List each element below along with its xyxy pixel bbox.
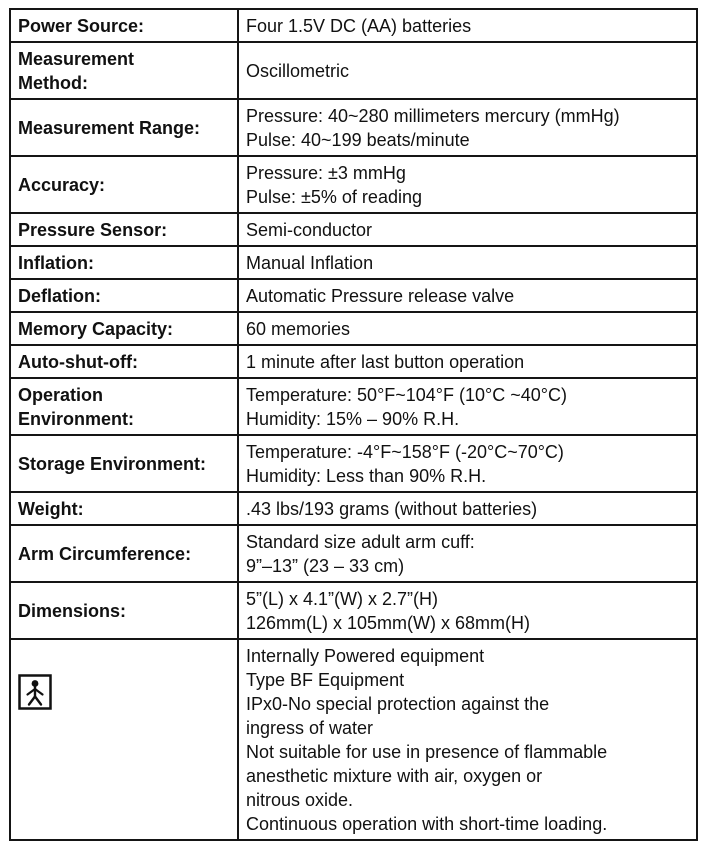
spec-value-line: Type BF Equipment: [246, 670, 405, 690]
spec-value: [239, 280, 696, 311]
table-row-power-source: [11, 10, 696, 41]
table-row-arm-circumference: [11, 524, 696, 581]
spec-value-line: 126mm(L) x 105mm(W) x 68mm(H): [246, 613, 531, 633]
spec-value-line: Semi-conductor: [246, 220, 373, 240]
spec-value-line: ingress of water: [246, 718, 374, 738]
table-row-storage-environment: [11, 434, 696, 491]
spec-label: [11, 157, 239, 212]
type-bf-icon: [18, 674, 52, 710]
spec-value-line: IPx0-No special protection against the: [246, 694, 550, 714]
spec-label: [11, 313, 239, 344]
spec-value-line: 9”–13” (23 – 33 cm): [246, 556, 405, 576]
spec-label: [11, 640, 239, 839]
spec-value-line: Manual Inflation: [246, 253, 374, 273]
spec-label-line: Dimensions:: [18, 601, 127, 621]
spec-value-line: 5”(L) x 4.1”(W) x 2.7”(H): [246, 589, 439, 609]
spec-value-line: .43 lbs/193 grams (without batteries): [246, 499, 538, 519]
spec-label: [11, 280, 239, 311]
table-row-memory-capacity: [11, 311, 696, 344]
spec-label-line: Weight:: [18, 499, 84, 519]
spec-label-line: Inflation:: [18, 253, 94, 273]
table-row-dimensions: [11, 581, 696, 638]
spec-label-line: Storage Environment:: [18, 454, 207, 474]
spec-label-line: Power Source:: [18, 16, 145, 36]
spec-label: [11, 214, 239, 245]
spec-label-line: Accuracy:: [18, 175, 106, 195]
spec-value-line: 60 memories: [246, 319, 351, 339]
spec-value: [239, 379, 696, 434]
spec-value: [239, 436, 696, 491]
spec-label-line: Operation: [18, 385, 104, 405]
spec-label: [11, 526, 239, 581]
spec-label-line: Environment:: [18, 409, 135, 429]
spec-label: [11, 100, 239, 155]
spec-value-line: Four 1.5V DC (AA) batteries: [246, 16, 472, 36]
spec-value: [239, 493, 696, 524]
spec-label-line: Measurement Range:: [18, 118, 201, 138]
spec-value-line: Pulse: 40~199 beats/minute: [246, 130, 470, 150]
table-row-operation-environment: [11, 377, 696, 434]
spec-value-line: Pressure: 40~280 millimeters mercury (mmHg): [246, 106, 620, 126]
spec-label-line: Method:: [18, 73, 88, 93]
spec-label: [11, 583, 239, 638]
spec-value-line: Oscillometric: [246, 61, 350, 81]
spec-label: [11, 346, 239, 377]
spec-label: [11, 379, 239, 434]
table-row-inflation: [11, 245, 696, 278]
table-row-classification: [11, 638, 696, 839]
table-row-pressure-sensor: [11, 212, 696, 245]
spec-value-line: Internally Powered equipment: [246, 646, 485, 666]
spec-value: [239, 43, 696, 98]
spec-value: [239, 214, 696, 245]
spec-value: [239, 526, 696, 581]
table-row-auto-shut-off: [11, 344, 696, 377]
spec-label-line: Arm Circumference:: [18, 544, 192, 564]
spec-value-line: Standard size adult arm cuff:: [246, 532, 475, 552]
spec-label-line: Measurement: [18, 49, 135, 69]
spec-label-line: Auto-shut-off:: [18, 352, 138, 372]
spec-value-line: Humidity: Less than 90% R.H.: [246, 466, 487, 486]
spec-label-line: Memory Capacity:: [18, 319, 174, 339]
spec-label: [11, 247, 239, 278]
spec-label: [11, 10, 239, 41]
table-row-deflation: [11, 278, 696, 311]
spec-value: [239, 247, 696, 278]
spec-value: [239, 100, 696, 155]
spec-value-line: Pulse: ±5% of reading: [246, 187, 422, 207]
spec-value-line: nitrous oxide.: [246, 790, 354, 810]
spec-value: [239, 346, 696, 377]
table-row-measurement-method: [11, 41, 696, 98]
spec-value: [239, 640, 696, 839]
spec-value-line: Humidity: 15% – 90% R.H.: [246, 409, 460, 429]
spec-label-line: Pressure Sensor:: [18, 220, 168, 240]
spec-value: [239, 583, 696, 638]
spec-value: [239, 10, 696, 41]
table-row-weight: [11, 491, 696, 524]
spec-value-line: Temperature: -4°F~158°F (-20°C~70°C): [246, 442, 564, 462]
spec-label: [11, 436, 239, 491]
spec-value-line: Not suitable for use in presence of flammable: [246, 742, 608, 762]
spec-label: [11, 43, 239, 98]
spec-value-line: Pressure: ±3 mmHg: [246, 163, 406, 183]
spec-label: [11, 493, 239, 524]
table-row-measurement-range: [11, 98, 696, 155]
spec-value: [239, 313, 696, 344]
spec-value-line: 1 minute after last button operation: [246, 352, 525, 372]
spec-value-line: Automatic Pressure release valve: [246, 286, 515, 306]
spec-value-line: anesthetic mixture with air, oxygen or: [246, 766, 543, 786]
spec-value: [239, 157, 696, 212]
spec-label-line: Deflation:: [18, 286, 101, 306]
spec-value-line: Continuous operation with short-time loading.: [246, 814, 608, 834]
spec-value-line: Temperature: 50°F~104°F (10°C ~40°C): [246, 385, 567, 405]
specifications-table: [9, 8, 698, 841]
table-row-accuracy: [11, 155, 696, 212]
